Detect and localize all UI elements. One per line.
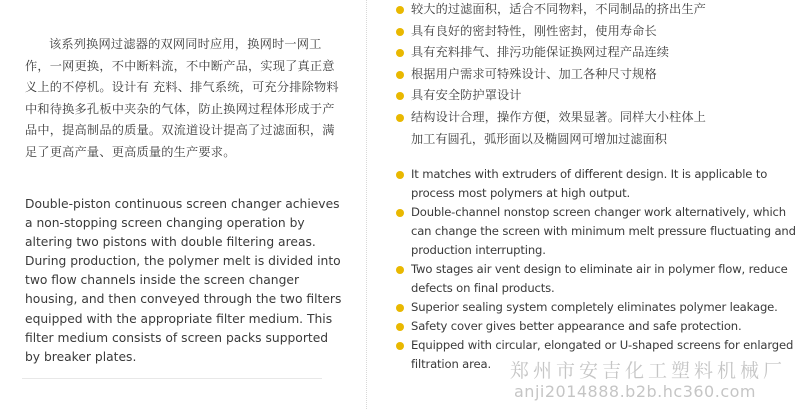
chinese-feature-list [395, 0, 795, 150]
bullet-dot-icon [396, 49, 404, 57]
left-divider [22, 378, 322, 379]
column-divider [366, 0, 368, 409]
bullet-dot-icon [396, 304, 404, 312]
list-item: 结构设计合理，操作方便，效果显著。同样大小柱体上 [395, 107, 795, 129]
list-item: 具有安全防护罩设计 [395, 85, 795, 107]
list-item: Double-channel nonstop screen changer work alternatively, which can change the screen with minimum melt pressure fluctuating and production interrupting. [395, 203, 800, 260]
chinese-intro-text: 该系列换网过滤器的双网同时应用，换网时一网工作，一网更换，不中断料流，不中断产品，实现了真正意义上的不停机。设计有 充料、排气系统，可充分排除物料中和待换多孔板中夹杂的气体，防止换网过程体形成于产品中，提高制品的质量。双流道设计提高了过滤面积，满足了更高产量、更高质量的生产要求。 [25, 37, 339, 159]
english-feature-list [395, 165, 800, 374]
list-item: Two stages air vent design to eliminate air in polymer flow, reduce defects on final products. [395, 260, 800, 298]
list-item-continuation: 加工有圆孔，弧形面以及椭圆网可增加过滤面积 [411, 131, 667, 146]
bullet-dot-icon [396, 28, 404, 36]
bullet-dot-icon [396, 209, 404, 217]
english-intro-paragraph: Double-piston continuous screen changer achieves a non-stopping screen changing operation by altering two pistons with double filtering areas. During production, the polymer melt is divided into two flow channels inside the screen changer housing, and then conveyed through the two filters equipped with the appropriate filter medium. This filter medium consists of screen packs supported by breaker plates. [25, 197, 342, 364]
list-item: 较大的过滤面积，适合不同物料，不同制品的挤出生产 [395, 0, 795, 21]
list-item: 具有充料排气、排污功能保证换网过程产品连续 [395, 42, 795, 64]
watermark-url: anji2014888.b2b.hc360.com [514, 382, 756, 401]
list-item: It matches with extruders of different design. It is applicable to process most polymers at high output. [395, 165, 800, 203]
bullet-dot-icon [396, 114, 404, 122]
list-item: Equipped with circular, elongated or U-shaped screens for enlarged filtration area. [395, 336, 800, 374]
bullet-dot-icon [396, 266, 404, 274]
list-item: Superior sealing system completely eliminates polymer leakage. [395, 298, 800, 317]
bullet-dot-icon [396, 323, 404, 331]
bullet-dot-icon [396, 71, 404, 79]
bullet-dot-icon [396, 171, 404, 179]
bullet-dot-icon [396, 6, 404, 14]
bullet-dot-icon [396, 342, 404, 350]
bullet-dot-icon [396, 92, 404, 100]
watermark-company: 郑州市安吉化工塑料机械厂 [510, 360, 787, 382]
list-item: 根据用户需求可特殊设计、加工各种尺寸规格 [395, 64, 795, 86]
list-item: 具有良好的密封特性，刚性密封，使用寿命长 [395, 21, 795, 43]
list-item: Safety cover gives better appearance and safe protection. [395, 317, 800, 336]
chinese-intro-paragraph [25, 34, 340, 163]
